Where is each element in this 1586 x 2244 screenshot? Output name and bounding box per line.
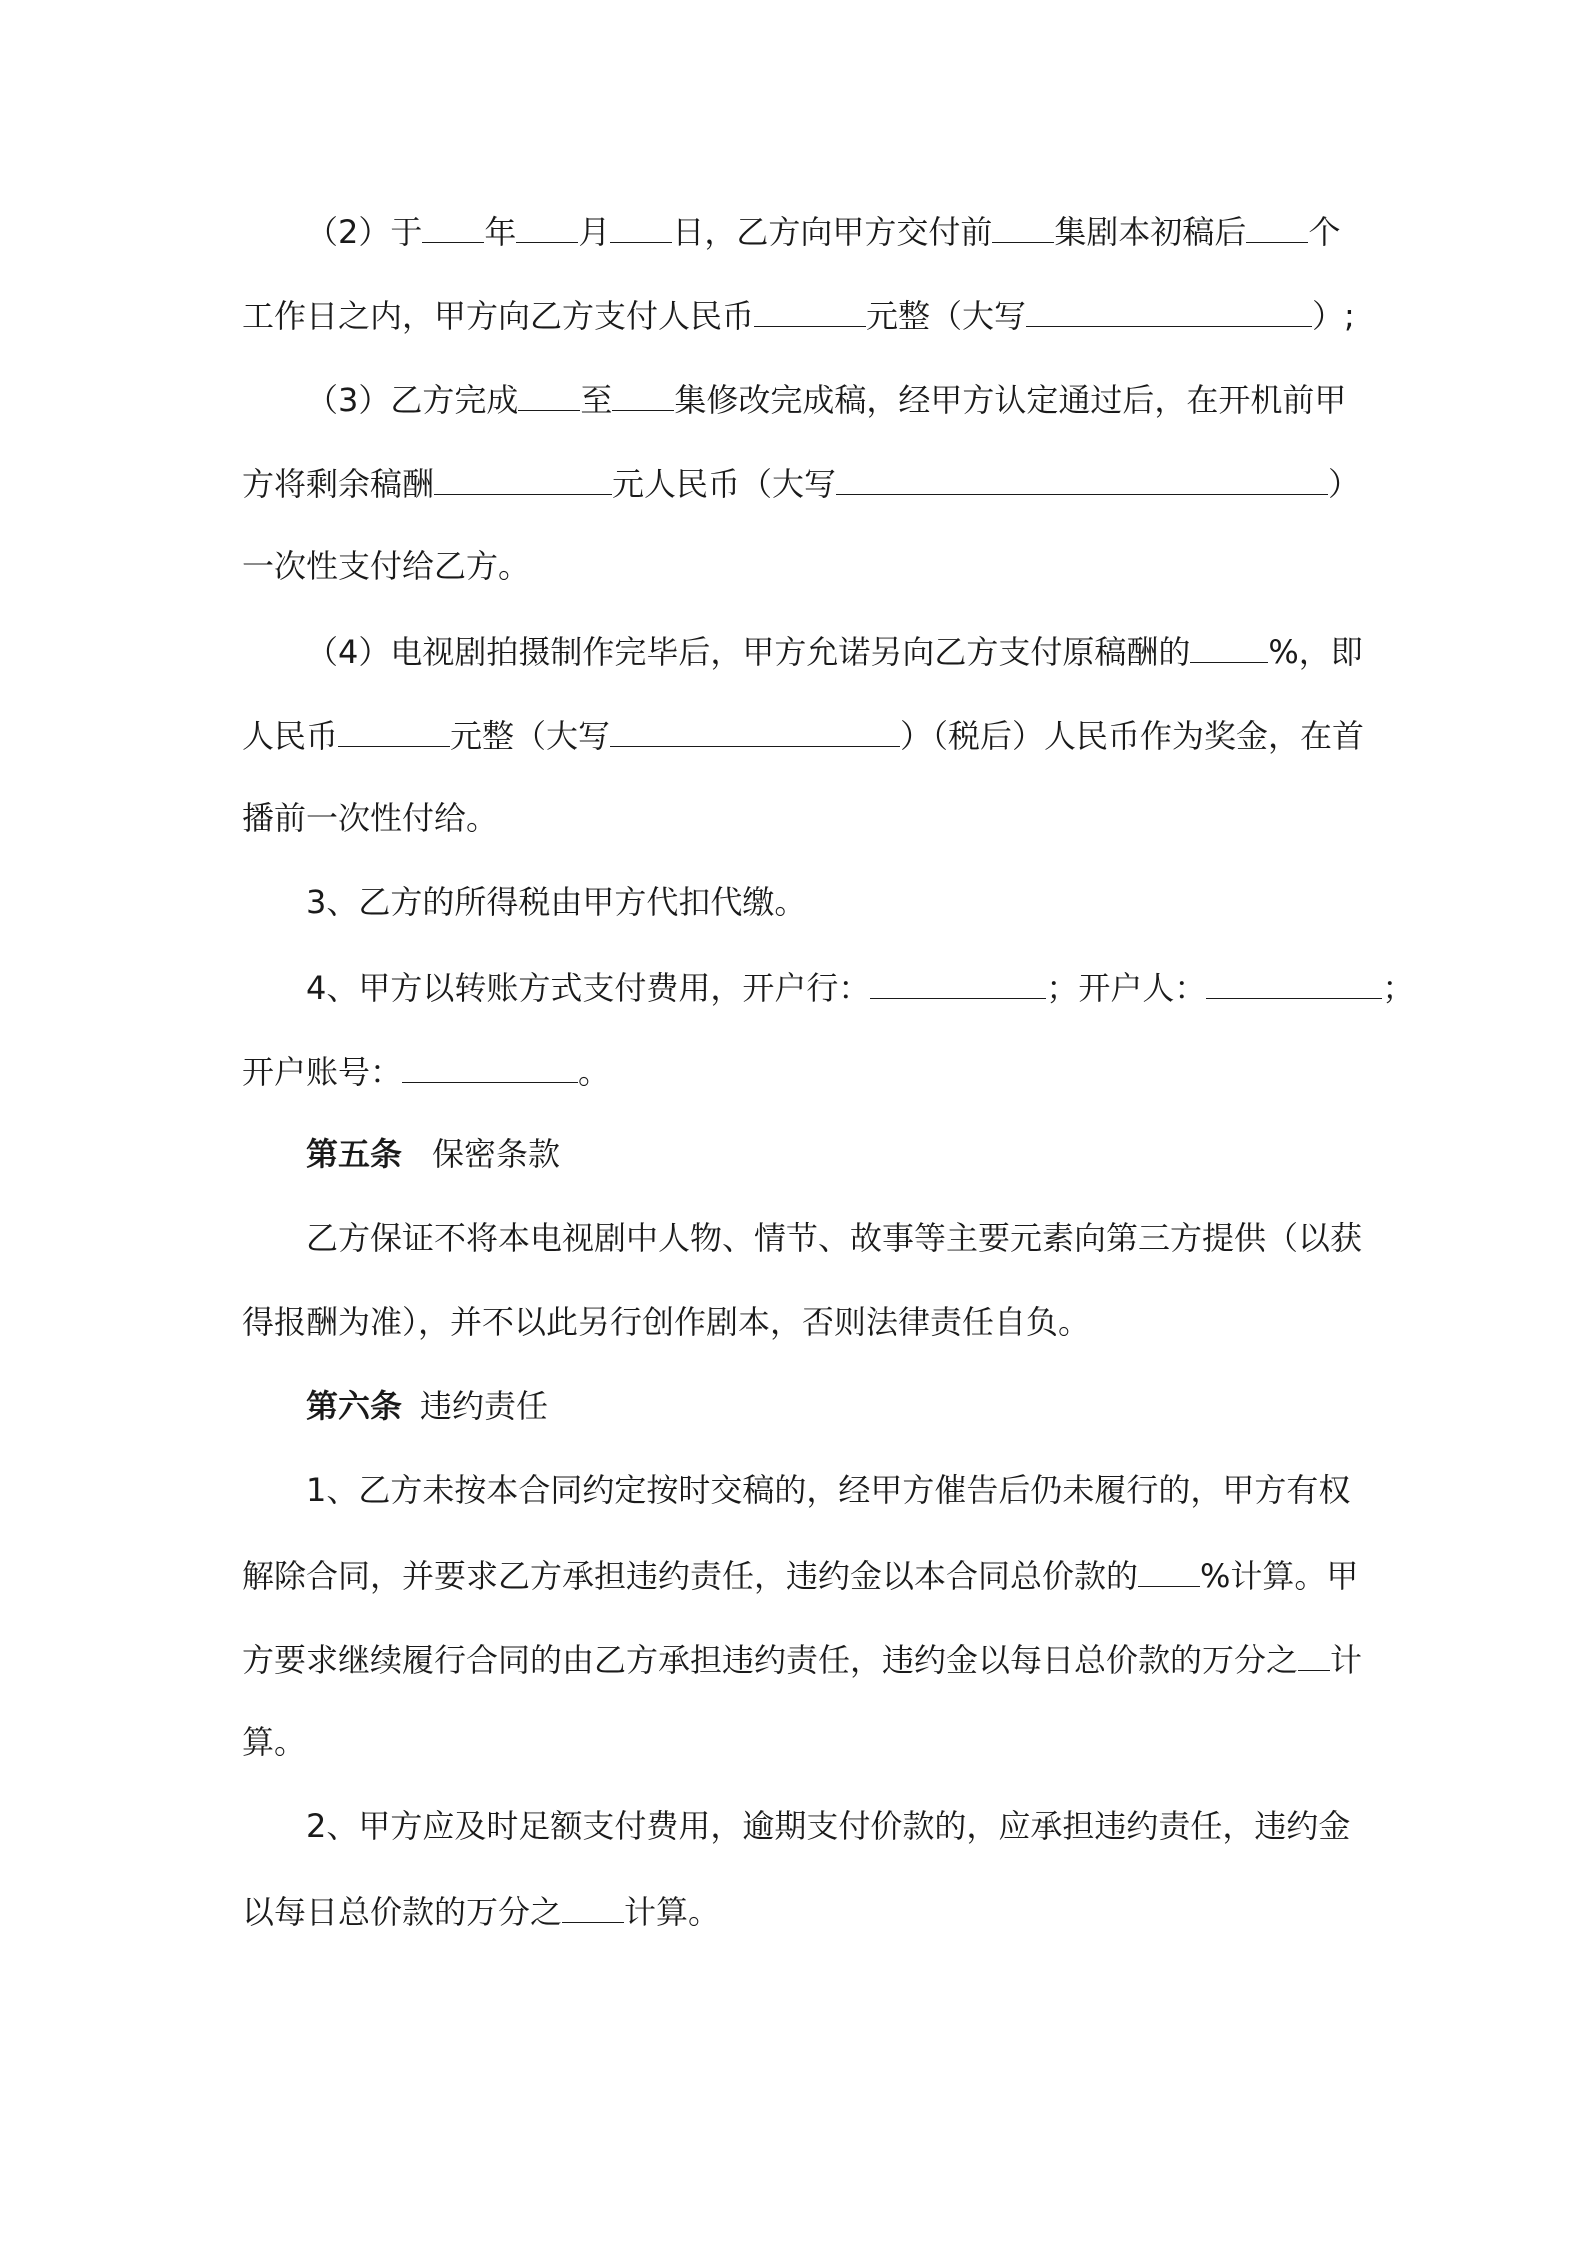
article-title: 违约责任: [420, 1387, 549, 1425]
blank-from-episode: [518, 374, 580, 411]
article-number: 第五条: [306, 1135, 403, 1173]
article-6-clause-1-line-3: [242, 1634, 1362, 1682]
text: %计算。甲: [1200, 1557, 1359, 1595]
blank-penalty-percent: [1138, 1550, 1200, 1587]
text: ）（税后）人民币作为奖金，在首: [900, 717, 1365, 755]
text: 播前一次性付给。: [242, 799, 499, 837]
blank-episodes: [992, 206, 1054, 243]
text: 元人民币（大写: [612, 465, 837, 503]
article-5-heading: [306, 1130, 1362, 1178]
text: 3、乙方的所得税由甲方代扣代缴。: [306, 883, 807, 921]
article-5-line-1: [306, 1214, 1362, 1262]
text: 方将剩余稿酬: [242, 465, 435, 503]
article-6-clause-2-line-1: [306, 1802, 1362, 1850]
text: 个: [1308, 213, 1341, 251]
text: 工作日之内，甲方向乙方支付人民币: [242, 297, 755, 335]
text: ）: [1328, 465, 1361, 503]
text: 一次性支付给乙方。: [242, 547, 531, 585]
text: （2）于: [306, 213, 423, 251]
clause-2-line-2: [242, 290, 1362, 338]
text: 解除合同，并要求乙方承担违约责任，违约金以本合同总价款的: [242, 1557, 1139, 1595]
text: 4、甲方以转账方式支付费用，开户行：: [306, 969, 871, 1007]
text: 以每日总价款的万分之: [242, 1893, 563, 1931]
text: 人民币: [242, 717, 339, 755]
text: 。: [578, 1053, 611, 1091]
text: 2、甲方应及时足额支付费用，逾期支付价款的，应承担违约责任，违约金: [306, 1807, 1351, 1845]
blank-remaining-fee-words: [836, 458, 1328, 495]
blank-workdays: [1246, 206, 1308, 243]
article-6-clause-2-line-2: [242, 1886, 1362, 1934]
text: 元整（大写: [450, 717, 611, 755]
text: 年: [484, 213, 517, 251]
article-title: 保密条款: [432, 1135, 561, 1173]
text: 算。: [242, 1723, 307, 1761]
blank-amount: [754, 290, 866, 327]
blank-to-episode: [612, 374, 674, 411]
item-4-line-1: [306, 962, 1415, 1010]
blank-remaining-fee: [434, 458, 612, 495]
text: ）;: [1312, 297, 1355, 335]
text: （4）电视剧拍摄制作完毕后，甲方允诺另向乙方支付原稿酬的: [306, 633, 1191, 671]
clause-4-line-3: [242, 794, 1362, 842]
text: 日，乙方向甲方交付前: [672, 213, 993, 251]
text: 计算。: [624, 1893, 721, 1931]
blank-daily-rate: [1298, 1634, 1330, 1671]
text: 至: [580, 381, 613, 419]
blank-bonus-words: [610, 710, 900, 747]
blank-account-number: [402, 1046, 578, 1083]
blank-bank: [870, 962, 1046, 999]
text: 得报酬为准），并不以此另行创作剧本，否则法律责任自负。: [242, 1303, 1091, 1341]
blank-percent: [1190, 626, 1268, 663]
blank-account-holder: [1206, 962, 1382, 999]
article-number: 第六条: [306, 1387, 403, 1425]
article-6-heading: [306, 1382, 1362, 1430]
clause-4-line-1: [306, 626, 1362, 674]
clause-4-line-2: [242, 710, 1365, 758]
blank-day: [610, 206, 672, 243]
text: 乙方保证不将本电视剧中人物、情节、故事等主要元素向第三方提供（以获: [306, 1219, 1363, 1257]
text: 计: [1330, 1641, 1363, 1679]
text: ；: [1382, 969, 1415, 1007]
text: 方要求继续履行合同的由乙方承担违约责任，违约金以每日总价款的万分之: [242, 1641, 1299, 1679]
text: 集修改完成稿，经甲方认定通过后，在开机前甲: [674, 381, 1347, 419]
article-6-clause-1-line-2: [242, 1550, 1362, 1598]
item-4-line-2: [242, 1046, 1362, 1094]
text: 元整（大写: [866, 297, 1027, 335]
text: （3）乙方完成: [306, 381, 519, 419]
blank-year: [422, 206, 484, 243]
article-5-line-2: [242, 1298, 1362, 1346]
text: 月: [578, 213, 611, 251]
blank-amount-words: [1026, 290, 1312, 327]
clause-3-line-1: [306, 374, 1362, 422]
text: %，即: [1268, 633, 1363, 671]
text: 1、乙方未按本合同约定按时交稿的，经甲方催告后仍未履行的，甲方有权: [306, 1471, 1351, 1509]
article-6-clause-1-line-4: [242, 1718, 1362, 1766]
article-6-clause-1-line-1: [306, 1466, 1362, 1514]
blank-month: [516, 206, 578, 243]
text: ；开户人：: [1046, 969, 1207, 1007]
item-3: [306, 878, 1362, 926]
clause-3-line-2: [242, 458, 1362, 506]
blank-late-rate: [562, 1886, 624, 1923]
text: 开户账号：: [242, 1053, 403, 1091]
clause-2-line-1: [306, 206, 1362, 254]
text: 集剧本初稿后: [1054, 213, 1247, 251]
blank-bonus-amount: [338, 710, 450, 747]
clause-3-line-3: [242, 542, 1362, 590]
